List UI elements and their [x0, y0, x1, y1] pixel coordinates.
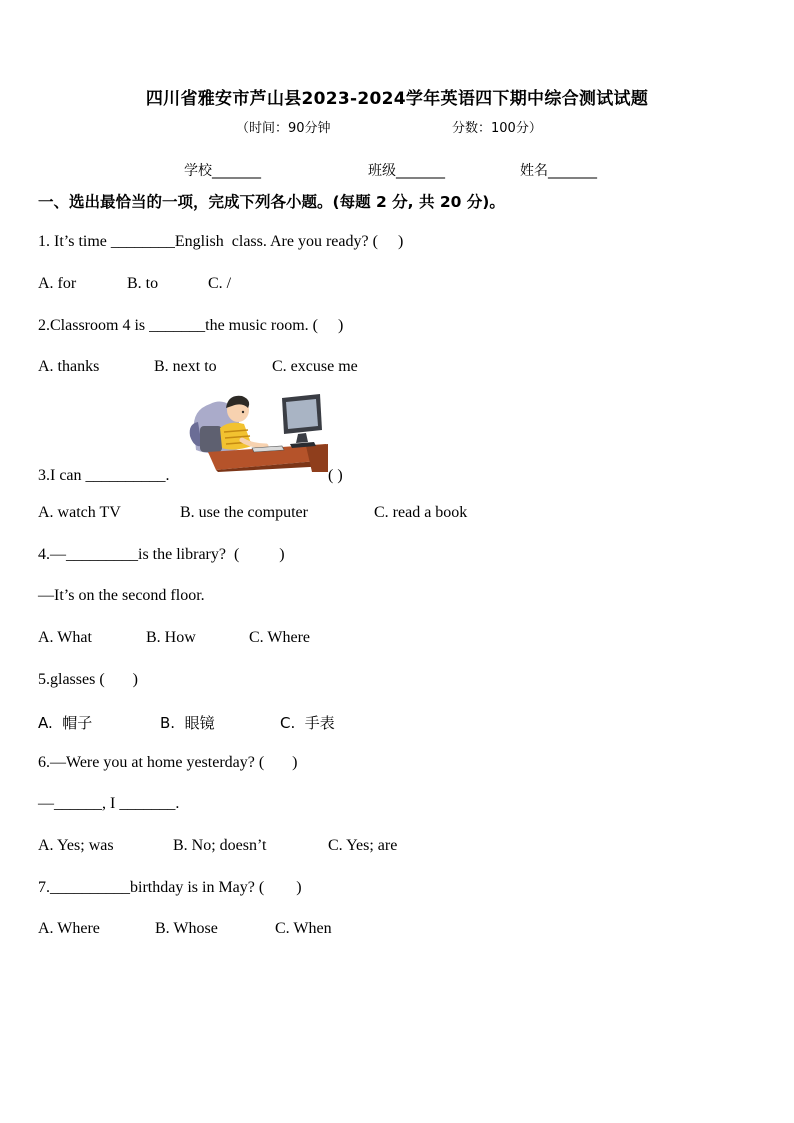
question-2-option-a: A. thanks	[38, 358, 100, 375]
school-field: 学校_______	[184, 163, 261, 179]
question-5-option-a: A. 帽子	[38, 714, 93, 732]
boy-computer-illustration	[186, 388, 332, 472]
question-3-paren: ( )	[328, 467, 343, 484]
page-title: 四川省雅安市芦山县2023-2024学年英语四下期中综合测试试题	[145, 89, 649, 109]
question-6-option-c: C. Yes; are	[328, 837, 398, 854]
question-6-option-b: B. No; doesn’t	[173, 837, 267, 854]
question-5-option-c: C. 手表	[280, 714, 335, 732]
question-4-stem: 4.—_________is the library? ( )	[38, 546, 285, 563]
question-7-stem: 7.__________birthday is in May? ( )	[38, 879, 302, 896]
question-4-answer: —It’s on the second floor.	[38, 587, 205, 604]
name-field: 姓名_______	[520, 163, 597, 179]
question-1-option-b: B. to	[127, 275, 159, 292]
question-6-stem: 6.—Were you at home yesterday? ( )	[38, 754, 298, 771]
question-7-option-b: B. Whose	[155, 920, 218, 937]
question-3-stem: 3.I can __________.	[38, 467, 170, 484]
question-1-option-a: A. for	[38, 275, 77, 292]
question-4-option-c: C. Where	[249, 629, 311, 646]
question-6-answer: —______, I _______.	[38, 795, 180, 812]
question-3-option-c: C. read a book	[374, 504, 468, 521]
section-heading: 一、选出最恰当的一项，完成下列各小题。(每题 2 分, 共 20 分)。	[38, 193, 505, 211]
question-4-option-a: A. What	[38, 629, 92, 646]
question-4-option-b: B. How	[146, 629, 196, 646]
exam-time: （时间：90分钟	[236, 121, 331, 136]
question-7-option-c: C. When	[275, 920, 332, 937]
exam-score: 分数：100分）	[452, 121, 542, 136]
question-3-option-b: B. use the computer	[180, 504, 308, 521]
question-5-option-b: B. 眼镜	[160, 714, 215, 732]
question-7-option-a: A. Where	[38, 920, 100, 937]
question-6-option-a: A. Yes; was	[38, 837, 114, 854]
question-3-option-a: A. watch TV	[38, 504, 121, 521]
question-1-stem: 1. It’s time ________English class. Are you ready? ( )	[38, 233, 404, 250]
question-1-option-c: C. /	[208, 275, 232, 292]
question-2-stem: 2.Classroom 4 is _______the music room. ( )	[38, 317, 344, 334]
class-field: 班级_______	[368, 163, 445, 179]
question-5-stem: 5.glasses ( )	[38, 671, 138, 688]
question-2-option-c: C. excuse me	[272, 358, 358, 375]
question-2-option-b: B. next to	[154, 358, 217, 375]
